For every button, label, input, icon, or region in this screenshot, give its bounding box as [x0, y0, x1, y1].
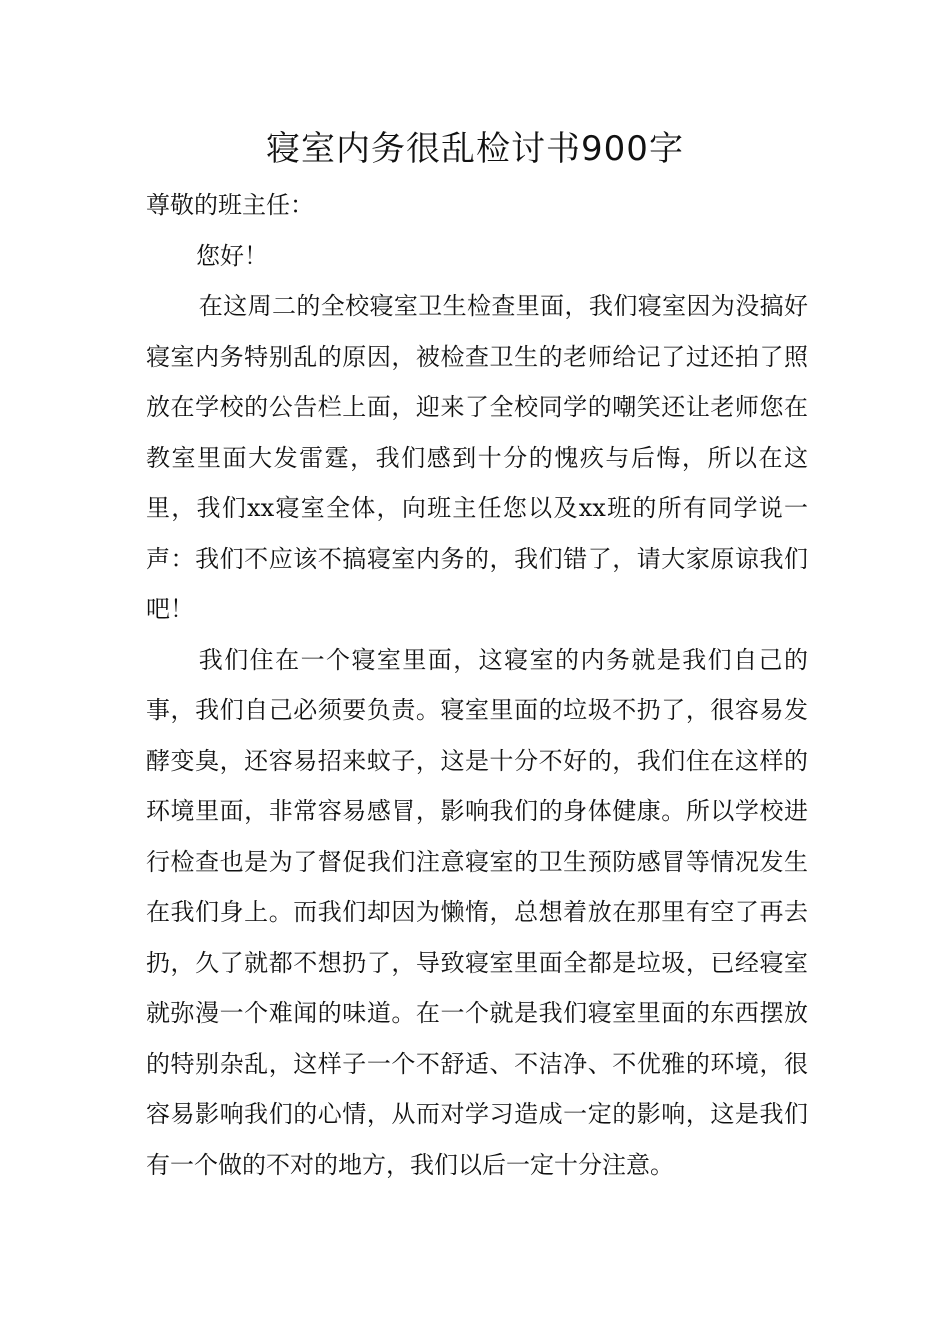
greeting: 您好！ — [196, 241, 268, 270]
document-title: 寝室内务很乱检讨书900字 — [266, 129, 684, 169]
salutation: 尊敬的班主任： — [146, 191, 314, 219]
paragraph-apology: 在这周二的全校寝室卫生检查里面，我们寝室因为没搞好寝室内务特别乱的原因，被检查卫生的老师给记了过还拍了照放在学校的公告栏上面，迎来了全校同学的嘲笑还让老师您在教室里面大发雷霆，我们感到十分的愧疚与后悔，所以在这里，我们xx寝室全体，向班主任您以及xx班的所有同学说一声：我们不应该不搞寝室内务的，我们错了，请大家原谅我们吧！ — [146, 292, 808, 623]
paragraph-reflection: 我们住在一个寝室里面，这寝室的内务就是我们自己的事，我们自己必须要负责。寝室里面的垃圾不扔了，很容易发酵变臭，还容易招来蚊子，这是十分不好的，我们住在这样的环境里面，非常容易感冒，影响我们的身体健康。所以学校进行检查也是为了督促我们注意寝室的卫生预防感冒等情况发生在我们身上。而我们却因为懒惰，总想着放在那里有空了再去扔，久了就都不想扔了，导致寝室里面全都是垃圾，已经寝室就弥漫一个难闻的味道。在一个就是我们寝室里面的东西摆放的特别杂乱，这样子一个不舒适、不洁净、不优雅的环境，很容易影响我们的心情，从而对学习造成一定的影响，这是我们有一个做的不对的地方，我们以后一定十分注意。 — [146, 645, 808, 1179]
document-body — [146, 180, 808, 1190]
